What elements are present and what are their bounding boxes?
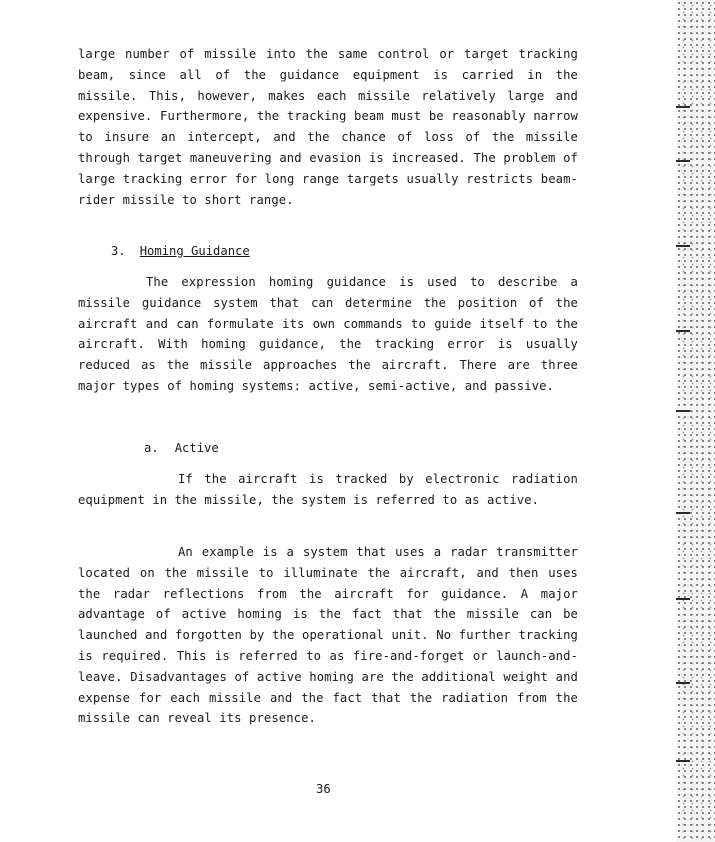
scan-edge-mark <box>676 512 690 514</box>
scan-edge-mark <box>676 106 690 108</box>
section-heading-homing-guidance <box>111 241 250 262</box>
scan-edge-mark <box>676 760 690 762</box>
subsection-number: a. <box>144 441 159 455</box>
paragraph-active-example: An example is a system that uses a radar transmitter located on the missile to illuminate the aircraft, and then uses the radar reflections from the aircraft for guidance. A major advantage of active homing is the fact that the missile can be launched and forgotten by the operational unit. No further tracking is required. This is referred to as fire-and-forget or launch-and-leave. Disadvantages of active homing are the additional weight and expense for each missile and the fact that the radiation from the missile can reveal its presence. <box>78 545 578 726</box>
scan-edge-mark <box>676 245 690 247</box>
scan-edge-mark <box>676 598 690 600</box>
section-title: Homing Guidance <box>139 244 250 258</box>
paragraph-active-definition: If the aircraft is tracked by electronic radiation equipment in the missile, the system is referred to as active. <box>78 472 578 507</box>
scan-edge-mark <box>676 682 690 684</box>
scan-edge-mark <box>676 410 690 412</box>
scan-edge-mark <box>676 330 690 332</box>
scan-edge-artifact <box>676 0 715 842</box>
paragraph-homing-guidance-definition: The expression homing guidance is used to describe a missile guidance system that can determine the position of the aircraft and can formulate its own commands to guide itself to the aircraft. With homing guidance, the tracking error is usually reduced as the missile approaches the aircraft. There are three major types of homing systems: active, semi-active, and passive. <box>78 275 578 393</box>
page-number: 36 <box>316 782 331 796</box>
subsection-heading-active <box>144 438 219 459</box>
subsection-title: Active <box>174 441 219 455</box>
section-number: 3. <box>111 244 126 258</box>
paragraph-beam-rider-limitations: large number of missile into the same control or target tracking beam, since all of the guidance equipment is carried in the missile. This, however, makes each missile relatively large and expensive. Furthermore, the tracking beam must be reasonably narrow to insure an intercept, and the chance of loss of the missile through target maneuvering and evasion is increased. The problem of large tracking error for long range targets usually restricts beam-rider missile to short range. <box>78 47 578 207</box>
scan-edge-mark <box>676 160 690 162</box>
